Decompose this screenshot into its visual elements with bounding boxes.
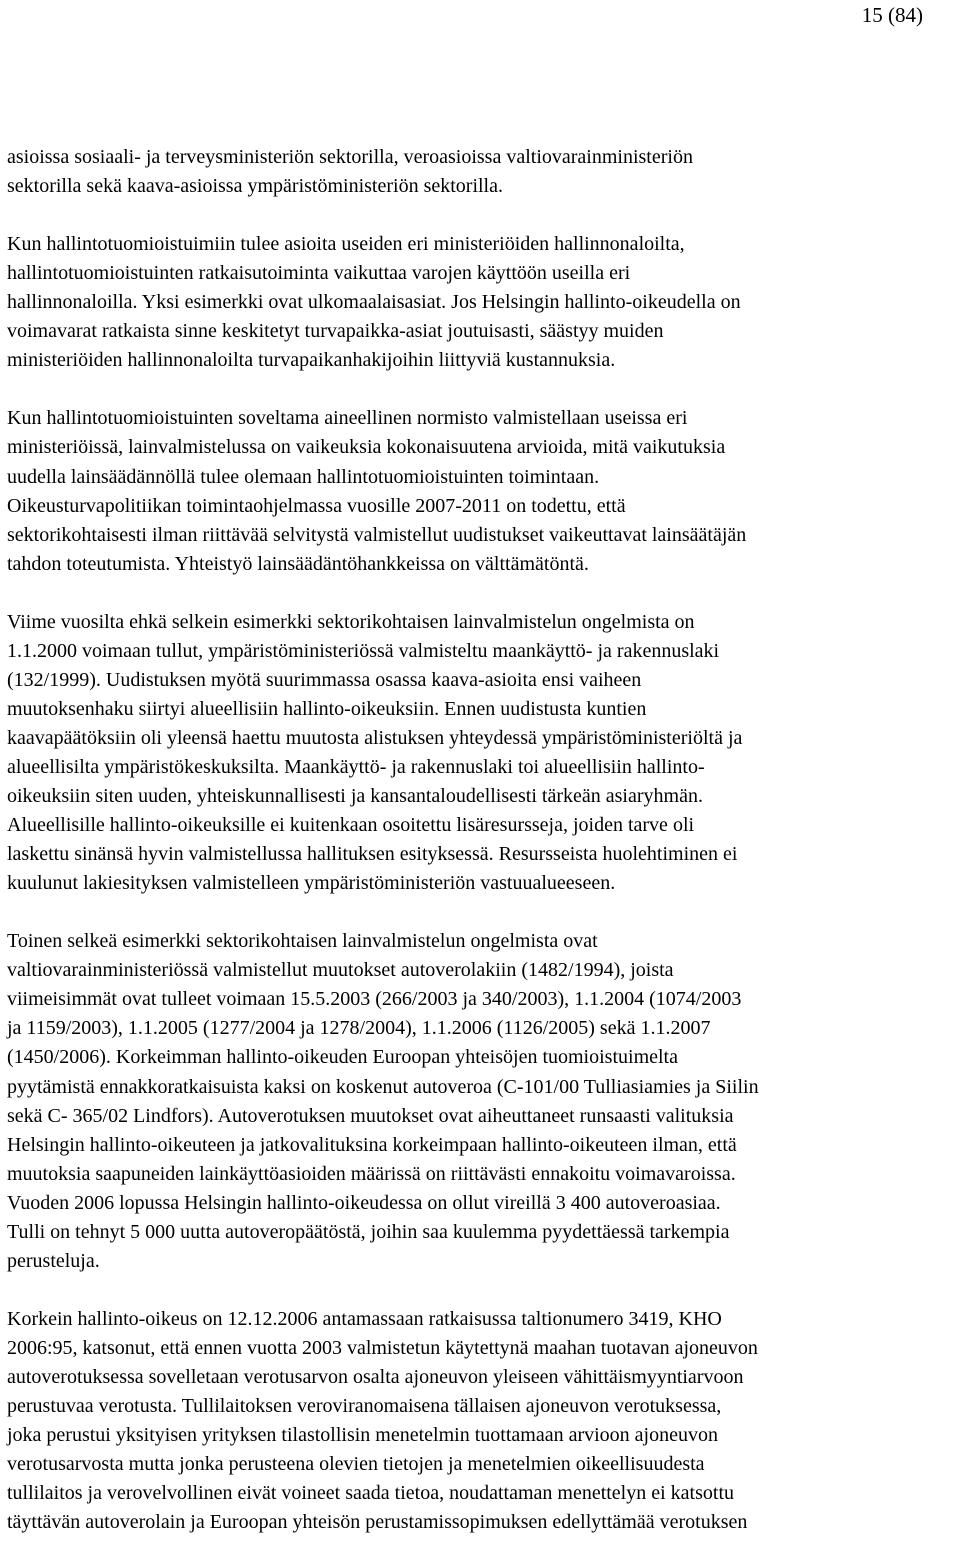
paragraph-gap (7, 375, 960, 404)
text-line: Alueellisille hallinto-oikeuksille ei kuitenkaan osoitettu lisäresursseja, joiden tarve oli (7, 814, 695, 837)
text-line: Oikeusturvapolitiikan toimintaohjelmassa vuosille 2007-2011 on todettu, että (7, 494, 626, 517)
paragraph-gap (7, 579, 960, 608)
text-line: Helsingin hallinto-oikeuteen ja jatkovalituksina korkeimpaan hallinto-oikeuteen ilman, että (7, 1133, 737, 1156)
text-line: alueellisilta ympäristökeskuksilta. Maankäyttö- ja rakennuslaki toi alueellisiin hallinto- (7, 755, 705, 778)
paragraph (7, 608, 960, 898)
text-line: ministeriöiden hallinnonaloilta turvapaikanhakijoihin liittyviä kustannuksia. (7, 349, 616, 372)
text-line: täyttävän autoverolain ja Euroopan yhteisön perustamissopimuksen edellyttämää verotuksen (7, 1511, 748, 1534)
text-line: Viime vuosilta ehkä selkein esimerkki sektorikohtaisen lainvalmistelun ongelmista on (7, 610, 695, 633)
text-line: muutoksia saapuneiden lainkäyttöasioiden määrissä on riittävästi ennakoitu voimavaroissa. (7, 1162, 736, 1185)
text-line: hallintotuomioistuinten ratkaisutoiminta vaikuttaa varojen käyttöön useilla eri (7, 262, 631, 285)
paragraph (7, 927, 960, 1276)
text-line: tahdon toteutumista. Yhteistyö lainsäädäntöhankkeissa on välttämätöntä. (7, 552, 589, 575)
paragraph (7, 404, 960, 578)
text-line: (1450/2006). Korkeimman hallinto-oikeuden Euroopan yhteisöjen tuomioistuimelta (7, 1046, 678, 1069)
text-line: perusteluja. (7, 1249, 100, 1272)
text-line: sektorilla sekä kaava-asioissa ympäristöministeriön sektorilla. (7, 175, 503, 198)
text-line: pyytämistä ennakkoratkaisuista kaksi on koskenut autoveroa (C-101/00 Tulliasiamies ja Siilin (7, 1075, 759, 1098)
paragraph-gap (7, 898, 960, 927)
paragraph (7, 230, 960, 375)
text-line: viimeisimmät ovat tulleet voimaan 15.5.2003 (266/2003 ja 340/2003), 1.1.2004 (1074/2003 (7, 988, 742, 1011)
text-line: kuulunut lakiesityksen valmistelleen ympäristöministeriön vastuualueeseen. (7, 872, 616, 895)
text-line: ministeriöissä, lainvalmistelussa on vaikeuksia kokonaisuutena arvioida, mitä vaikutuksia (7, 436, 726, 459)
text-line: joka perustui yksityisen yrityksen tilastollisin menetelmin tuottamaan arvioon ajoneuvon (7, 1424, 718, 1447)
text-line: ja 1159/2003), 1.1.2005 (1277/2004 ja 1278/2004), 1.1.2006 (1126/2005) sekä 1.1.2007 (7, 1017, 711, 1040)
text-line: muutoksenhaku siirtyi alueellisiin hallinto-oikeuksiin. Ennen uudistusta kuntien (7, 697, 647, 720)
text-line: sekä C- 365/02 Lindfors). Autoverotuksen muutokset ovat aiheuttaneet runsaasti valituksia (7, 1104, 734, 1127)
text-line: Kun hallintotuomioistuimiin tulee asioita useiden eri ministeriöiden hallinnonaloilta, (7, 233, 685, 256)
text-line: uudella lainsäädännöllä tulee olemaan hallintotuomioistuinten toimintaan. (7, 465, 600, 488)
text-line: verotusarvosta mutta jonka perusteena olevien tietojen ja menetelmien oikeellisuudesta (7, 1453, 705, 1476)
text-line: Korkein hallinto-oikeus on 12.12.2006 antamassaan ratkaisussa taltionumero 3419, KHO (7, 1307, 722, 1330)
paragraph-gap (7, 201, 960, 230)
text-line: tullilaitos ja verovelvollinen eivät voineet saada tietoa, noudattaman menettelyn ei katsottu (7, 1482, 735, 1505)
text-line: perustuvaa verotusta. Tullilaitoksen veroviranomaisena tällaisen ajoneuvon verotuksessa, (7, 1395, 722, 1418)
text-line: voimavarat ratkaista sinne keskitetyt turvapaikka-asiat joutuisasti, säästyy muiden (7, 320, 664, 343)
text-line: Toinen selkeä esimerkki sektorikohtaisen lainvalmistelun ongelmista ovat (7, 930, 598, 953)
text-line: hallinnonaloilla. Yksi esimerkki ovat ulkomaalaisasiat. Jos Helsingin hallinto-oikeudella on (7, 291, 741, 314)
paragraph (7, 1305, 960, 1537)
text-line: sektorikohtaisesti ilman riittävää selvitystä valmistellut uudistukset vaikeuttavat lainsäätäjän (7, 523, 747, 546)
text-line: (132/1999). Uudistuksen myötä suurimmassa osassa kaava-asioita ensi vaiheen (7, 668, 642, 691)
text-line: kaavapäätöksiin oli yleensä haettu muutosta alistuksen yhteydessä ympäristöministeriöltä ja (7, 726, 743, 749)
text-line: oikeuksiin siten uuden, yhteiskunnallisesti ja kansantaloudellisesti tärkeän asiaryhmän. (7, 785, 703, 808)
text-line: 1.1.2000 voimaan tullut, ympäristöministeriössä valmisteltu maankäyttö- ja rakennuslaki (7, 639, 720, 662)
paragraph-gap (7, 1276, 960, 1305)
text-line: Kun hallintotuomioistuinten soveltama aineellinen normisto valmistellaan useissa eri (7, 407, 688, 430)
paragraph (7, 143, 960, 201)
text-line: valtiovarainministeriössä valmistellut muutokset autoverolakiin (1482/1994), joista (7, 959, 674, 982)
text-line: asioissa sosiaali- ja terveysministeriön sektorilla, veroasioissa valtiovarainministeriön (7, 146, 693, 168)
text-line: laskettu sinänsä hyvin valmistellussa hallituksen esityksessä. Resursseista huolehtiminen ei (7, 843, 738, 866)
page-number: 15 (84) (861, 3, 923, 27)
text-line: Tulli on tehnyt 5 000 uutta autoveropäätöstä, joihin saa kuulemma pyydettäessä tarkempia (7, 1220, 730, 1243)
text-line: Vuoden 2006 lopussa Helsingin hallinto-oikeudessa on ollut vireillä 3 400 autoveroasiaa. (7, 1191, 721, 1214)
text-line: 2006:95, katsonut, että ennen vuotta 2003 valmistetun käytettynä maahan tuotavan ajoneuvon (7, 1336, 758, 1359)
text-line: autoverotuksessa sovelletaan verotusarvon osalta ajoneuvon yleiseen vähittäismyyntiarvoon (7, 1365, 744, 1388)
document-body (7, 143, 960, 1537)
